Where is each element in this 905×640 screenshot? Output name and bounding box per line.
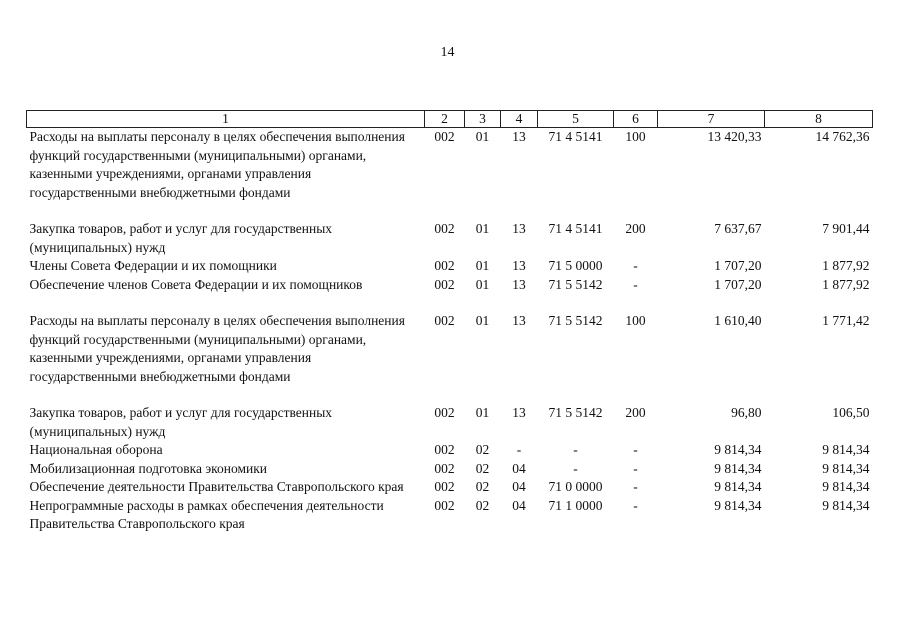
row-col-6: 100 [625,313,646,328]
row-amount-7: 9 814,34 [714,442,762,457]
row-name: Члены Совета Федерации и их помощники [29,258,277,273]
row-col-6: - [633,497,638,513]
row-name: Национальная оборона [29,442,163,457]
row-amount-8: 106,50 [832,405,870,420]
row-name: Закупка товаров, работ и услуг для государственных (муниципальных) нужд [29,221,333,255]
row-col-2: 002 [434,313,455,328]
header-col-6: 6 [614,111,658,128]
header-col-2: 2 [425,111,465,128]
row-col-2: 002 [434,258,455,273]
row-amount-7: 9 814,34 [714,497,762,513]
row-col-6: - [633,479,638,494]
table-row [27,220,873,257]
row-amount-8: 9 814,34 [822,479,870,494]
header-col-4: 4 [501,111,538,128]
header-col-7: 7 [658,111,765,128]
row-col-6: 100 [625,129,646,144]
row-col-4: 13 [512,276,526,292]
row-amount-8: 14 762,36 [815,129,870,144]
header-row [27,111,873,128]
row-col-2: 002 [434,497,455,513]
row-amount-7: 9 814,34 [714,479,762,494]
row-name: Закупка товаров, работ и услуг для государственных (муниципальных) нужд [29,405,333,439]
row-col-3: 02 [475,442,490,457]
row-col-2: 002 [434,460,455,476]
row-col-3: 01 [475,258,490,273]
row-col-3: 02 [475,479,490,494]
table-row [27,404,873,441]
row-col-5: 71 5 0000 [548,258,603,273]
row-col-3: 02 [475,460,490,476]
table-body [27,128,873,534]
row-name: Мобилизационная подготовка экономики [29,460,268,476]
row-amount-8: 1 877,92 [822,276,870,292]
row-col-4: 13 [512,129,526,144]
row-amount-7: 1 610,40 [714,313,762,328]
row-col-5: 71 4 5141 [548,129,603,144]
row-col-4: 13 [512,258,526,273]
row-col-5: 71 1 0000 [548,497,603,513]
row-amount-8: 7 901,44 [822,221,870,236]
table-header [27,111,873,128]
row-col-6: 200 [625,221,646,236]
row-col-2: 002 [434,221,455,236]
row-name: Непрограммные расходы в рамках обеспечения деятельности Правительства Ставропольского края [29,497,384,531]
row-col-4: 04 [512,479,526,494]
row-name: Расходы на выплаты персоналу в целях обеспечения выполнения функций государственными (муниципальными) органами, казенными учреждениями, органами управления государственными внебюджетными фондами [29,129,405,200]
row-col-5: - [573,460,578,476]
row-amount-7: 96,80 [731,405,762,420]
budget-table [26,110,873,534]
row-col-4: 13 [512,405,526,420]
header-col-8: 8 [765,111,873,128]
table-row [27,441,873,460]
row-amount-7: 9 814,34 [714,460,762,476]
table-row [27,460,873,479]
row-col-5: - [573,442,578,457]
row-col-3: 01 [475,129,490,144]
row-col-2: 002 [434,479,455,494]
row-amount-7: 1 707,20 [714,276,762,292]
row-col-6: 200 [625,405,646,420]
budget-table-container [26,110,872,534]
table-row [27,478,873,497]
row-col-2: 002 [434,276,455,292]
table-row [27,497,873,534]
row-col-3: 01 [475,221,490,236]
row-col-2: 002 [434,442,455,457]
row-col-6: - [633,276,638,292]
row-col-5: 71 5 5142 [548,405,603,420]
row-col-5: 71 5 5142 [548,313,603,328]
row-col-4: 04 [512,460,526,476]
table-row [27,312,873,404]
row-amount-7: 13 420,33 [707,129,762,144]
table-row [27,257,873,276]
row-col-5: 71 4 5141 [548,221,603,236]
row-col-4: 13 [512,221,526,236]
row-amount-8: 9 814,34 [822,442,870,457]
row-col-2: 002 [434,405,455,420]
row-col-4: 13 [512,313,526,328]
row-amount-7: 1 707,20 [714,258,762,273]
row-name: Расходы на выплаты персоналу в целях обеспечения выполнения функций государственными (муниципальными) органами, казенными учреждениями, органами управления государственными внебюджетными фондами [29,313,405,384]
row-col-3: 01 [475,405,490,420]
header-col-5: 5 [538,111,614,128]
table-row [27,128,873,221]
header-col-3: 3 [465,111,501,128]
row-col-4: 04 [512,497,526,513]
row-col-3: 01 [475,276,490,292]
row-col-6: - [633,258,638,273]
row-name: Обеспечение деятельности Правительства Ставропольского края [29,479,404,494]
row-col-6: - [633,460,638,476]
row-name: Обеспечение членов Совета Федерации и их помощников [29,276,363,292]
row-col-4: - [516,442,522,457]
row-amount-8: 9 814,34 [822,460,870,476]
row-col-3: 02 [475,497,490,513]
row-amount-8: 1 877,92 [822,258,870,273]
row-amount-8: 9 814,34 [822,497,870,513]
header-col-1: 1 [27,111,425,128]
row-col-5: 71 0 0000 [548,479,603,494]
row-col-5: 71 5 5142 [548,276,603,292]
page-number: 14 [440,45,455,60]
row-amount-7: 7 637,67 [714,221,762,236]
row-col-3: 01 [475,313,490,328]
table-row [27,276,873,313]
row-col-6: - [633,442,638,457]
row-amount-8: 1 771,42 [822,313,870,328]
row-col-2: 002 [434,129,455,144]
